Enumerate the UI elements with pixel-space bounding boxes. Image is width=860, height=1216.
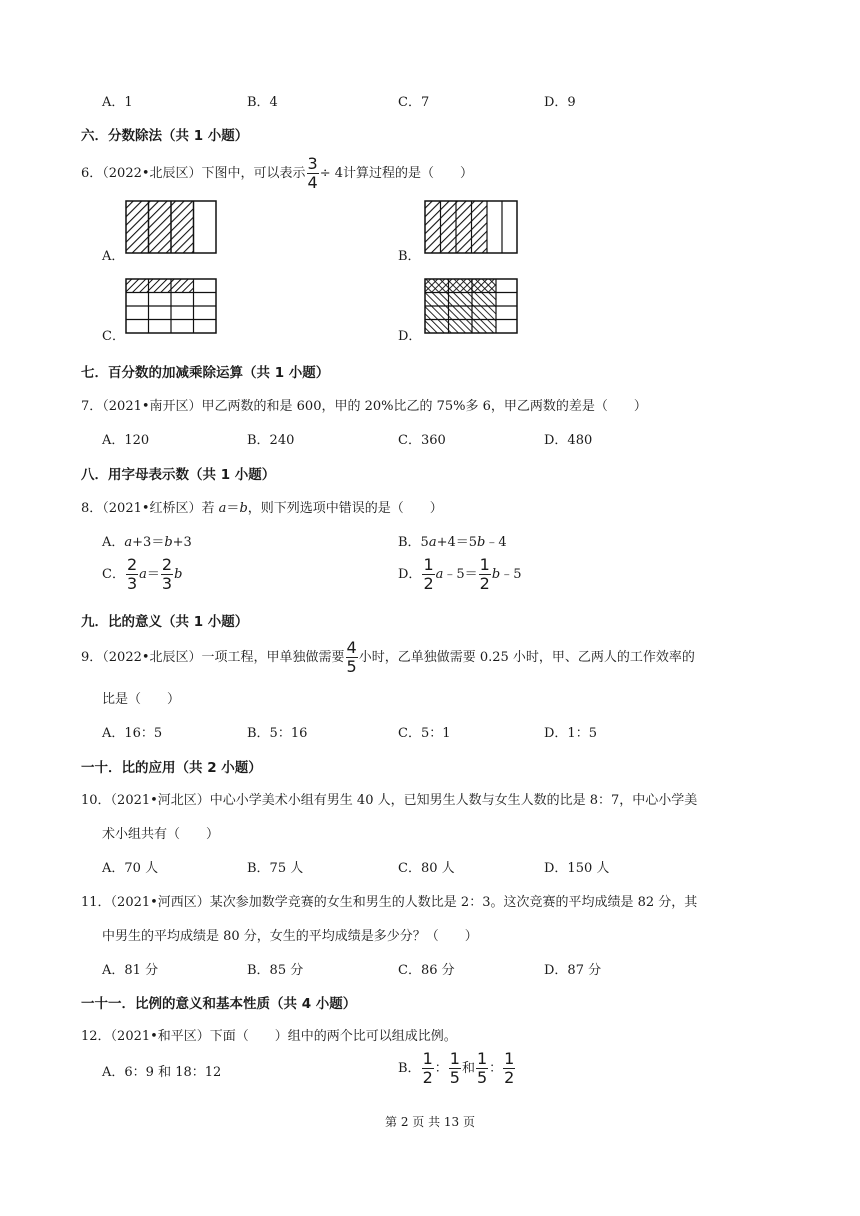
option-b: B．5：16 [247, 726, 308, 741]
option-c: C． $\frac{2}{3}$ a＝ $\frac{2}{3}$ b [102, 555, 183, 593]
option-d: D．1：5 [544, 726, 597, 741]
section-heading: 九．比的意义（共 1 小题） [81, 614, 249, 630]
option-d: D． [398, 329, 422, 344]
operator: ÷ 4 [319, 166, 344, 181]
option-b: B．4 [247, 95, 278, 110]
option-a: A．a+3＝b+3 [102, 535, 192, 550]
figure-a [125, 200, 217, 254]
question-11-line2: 中男生的平均成绩是 80 分，女生的平均成绩是多少分？（ ） [102, 929, 478, 944]
figure-b [424, 200, 518, 254]
question-10: 10．（2021•河北区）中心小学美术小组有男生 40 人，已知男生人数与女生人数的比是 8：7，中心小学美 [81, 793, 698, 808]
option-c: C．86 分 [398, 963, 455, 978]
option-c: C． [102, 329, 125, 344]
option-a: A． [102, 249, 125, 264]
option-d: D． $\frac{1}{2}$ a﹣5＝ $\frac{1}{2}$ b﹣5 [398, 555, 522, 593]
question-11: 11．（2021•河西区）某次参加数学竞赛的女生和男生的人数比是 2：3。这次竞赛的平均成绩是 82 分，其 [81, 895, 698, 910]
question-10-line2: 术小组共有（ ） [102, 827, 220, 842]
question-text: 6．（2022•北辰区）下图中，可以表示 [81, 166, 306, 181]
option-b: B．75 人 [247, 861, 304, 876]
option-a: A．81 分 [102, 963, 159, 978]
question-text: 计算过程的是（ ） [343, 166, 474, 181]
section-heading: 八．用字母表示数（共 1 小题） [81, 467, 276, 483]
option-c: C．5：1 [398, 726, 451, 741]
question-7: 7．（2021•南开区）甲乙两数的和是 600，甲的 20%比乙的 75%多 6，甲乙两数的差是（ ） [81, 399, 647, 414]
option-c: C．80 人 [398, 861, 455, 876]
question-6 [81, 156, 473, 191]
question-12: 12．（2021•和平区）下面（ ）组中的两个比可以组成比例。 [81, 1029, 457, 1044]
option-b: B．5a+4＝5b﹣4 [398, 535, 507, 550]
option-c: C．360 [398, 433, 446, 448]
section-heading: 一十一．比例的意义和基本性质（共 4 小题） [81, 996, 357, 1012]
option-d: D．150 人 [544, 861, 610, 876]
option-a: A．6：9 和 18：12 [102, 1065, 222, 1080]
option-d: D．9 [544, 95, 576, 110]
option-b: B．85 分 [247, 963, 304, 978]
question-8: 8．（2021•红桥区）若 a＝b，则下列选项中错误的是（ ） [81, 501, 443, 516]
section-heading: 七．百分数的加减乘除运算（共 1 小题） [81, 365, 330, 381]
question-9-line2: 比是（ ） [102, 692, 181, 707]
option-c: C．7 [398, 95, 430, 110]
option-a: A．16：5 [102, 726, 163, 741]
figure-c [125, 278, 217, 334]
option-a: A．120 [102, 433, 150, 448]
option-a: A．70 人 [102, 861, 159, 876]
option-b: B． [398, 249, 421, 264]
section-heading: 一十．比的应用（共 2 小题） [81, 760, 262, 776]
option-b: B． $\frac{1}{2}$ ： $\frac{1}{5}$ 和 $\frac{1}{5}$ ： $\frac{1}{2}$ [398, 1049, 515, 1087]
option-d: D．480 [544, 433, 593, 448]
section-heading: 六．分数除法（共 1 小题） [81, 128, 249, 144]
fraction: $\frac{3}{4}$ [307, 154, 318, 192]
figure-d [424, 278, 518, 334]
option-a: A．1 [102, 95, 133, 110]
question-9: 9．（2022•北辰区）一项工程，甲单独做需要 $\frac{4}{5}$ 小时，乙单独做需要 0.25 小时，甲、乙两人的工作效率的 [81, 638, 695, 676]
option-b: B．240 [247, 433, 295, 448]
page-footer: 第 2 页 共 13 页 [385, 1115, 475, 1129]
option-d: D．87 分 [544, 963, 602, 978]
